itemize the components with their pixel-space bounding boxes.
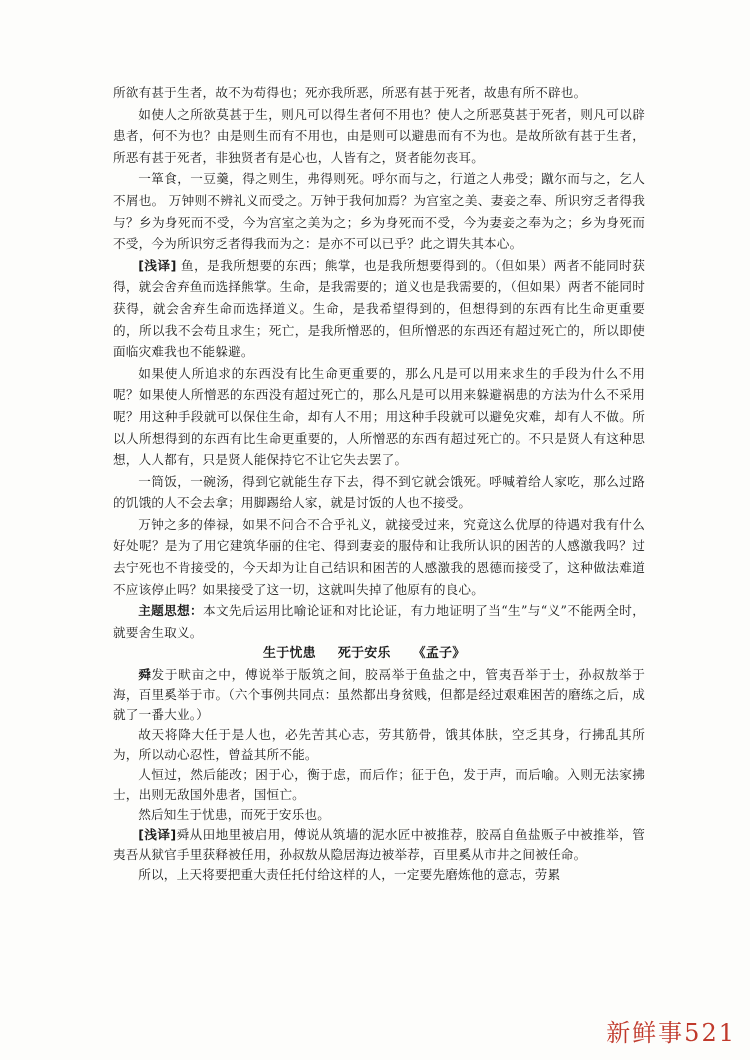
document-body <box>113 82 645 885</box>
translation-tag: [浅译] <box>138 257 177 273</box>
theme-text: 本文先后运用比喻论证和对比论证，有力地证明了当“生”与“义”不能两全时，就要舍生取义。 <box>113 603 645 640</box>
paragraph: 然后知生于忧患，而死于安乐也。 <box>138 807 331 823</box>
heading-source: 《孟子》 <box>412 646 466 662</box>
watermark: 新鲜事521 <box>606 1019 736 1047</box>
paragraph-text: 发于畎亩之中，傅说举于版筑之间，胶鬲举于鱼盐之中，管夷吾举于士，孙叔敖举于海，百里奚举于市。（六个事例共同点：虽然都出身贫贱，但都是经过艰难困苦的磨练之后，成就了一番大业。） <box>113 667 645 723</box>
paragraph: 如使人之所欲莫甚于生，则凡可以得生者何不用也？使人之所恶莫甚于死者，则凡可以辟患者，何不为也？由是则生而有不用也，由是则可以避患而有不为也。是故所欲有甚于生者，所恶有甚于死者，非独贤者有是心也，人皆有之，贤者能勿丧耳。 <box>113 106 645 165</box>
paragraph: 所欲有甚于生者，故不为苟得也；死亦我所恶，所恶有甚于死者，故患有所不辟也。 <box>113 85 587 100</box>
paragraph: 一箪食，一豆羹，得之则生，弗得则死。呼尔而与之，行道之人弗受；蹴尔而与之，乞人不屑也。 万钟则不辨礼义而受之。万钟于我何加焉？为宫室之美、妻妾之奉、所识穷乏者得我与？乡为身死而不受，今为宫室之美为之；乡为身死而不受，今为妻妾之奉为之；乡为身死而不受，今为所识穷乏者得我而为之：是亦不可以已乎？此之谓失其本心。 <box>113 171 645 252</box>
translation-paragraph: 如果使人所追求的东西没有比生命更重要的，那么凡是可以用来求生的手段为什么不用呢？如果使人所憎恶的东西没有超过死亡的，那么凡是可以用来躲避祸患的方法为什么不采用呢？用这种手段就可以保住生命，却有人不用；用这种手段就可以避免灾难，却有人不做。所以人所想得到的东西有比生命更重要的，人所憎恶的东西有超过死亡的。不只是贤人有这种思想，人人都有，只是贤人能保持它不让它失去罢了。 <box>113 365 645 468</box>
section-heading <box>113 643 645 665</box>
heading-part: 生于忧患 <box>263 646 316 662</box>
heading-part: 死于安乐 <box>337 646 391 662</box>
paragraph <box>113 665 645 725</box>
translation-text: 舜从田地里被启用，傅说从筑墙的泥水匠中被推荐，胶鬲自鱼盐贩子中被推举，管夷吾从狱官手里获释被任用，孙叔敖从隐居海边被举荐，百里奚从市井之间被任命。 <box>113 827 645 863</box>
theme-paragraph <box>113 600 645 643</box>
translation-paragraph <box>113 825 645 865</box>
paragraph: 故天将降大任于是人也，必先苦其心志，劳其筋骨，饿其体肤，空乏其身，行拂乱其所为，所以动心忍性，曾益其所不能。 <box>113 727 645 763</box>
translation-paragraph <box>113 255 645 363</box>
translation-text: 鱼，是我所想要的东西；熊掌，也是我所想要得到的。（但如果）两者不能同时获得，就会舍弃鱼而选择熊掌。生命，是我需要的；道义也是我需要的，（但如果）两者不能同时获得，就会舍弃生命而选择道义。生命，是我希望得到的，但想得到的东西有比生命更重要的，所以我不会苟且求生；死亡，是我所憎恶的，但所憎恶的东西还有超过死亡的，所以即使面临灾难我也不能躲避。 <box>113 257 646 360</box>
first-char: 舜 <box>138 667 152 683</box>
translation-tag: [浅译] <box>138 827 177 843</box>
paragraph: 人恒过，然后能改；困于心，衡于虑，而后作；征于色，发于声，而后喻。入则无法家拂士，出则无敌国外患者，国恒亡。 <box>113 767 645 803</box>
translation-paragraph: 万钟之多的俸禄，如果不问合不合乎礼义，就接受过来，究竟这么优厚的待遇对我有什么好处呢？是为了用它建筑华丽的住宅、得到妻妾的服侍和让我所认识的困苦的人感激我吗？过去宁死也不肯接受的，今天却为让自己结识和困苦的人感激我的恩德而接受了，这种做法难道不应该停止吗？如果接受了这一切，这就叫失掉了他原有的良心。 <box>113 516 645 597</box>
theme-tag: 主题思想： <box>138 603 204 619</box>
translation-paragraph: 一筒饭，一碗汤，得到它就能生存下去，得不到它就会饿死。呼喊着给人家吃，那么过路的饥饿的人不会去拿；用脚踢给人家，就是讨饭的人也不接受。 <box>113 473 645 511</box>
translation-paragraph: 所以，上天将要把重大责任托付给这样的人，一定要先磨炼他的意志，劳累 <box>138 867 561 883</box>
